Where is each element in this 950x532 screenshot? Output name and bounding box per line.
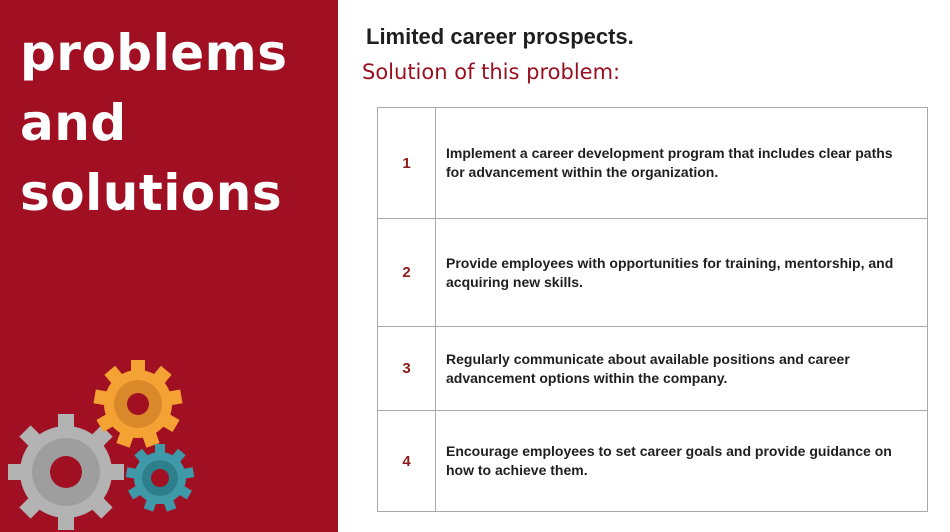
panel-title — [20, 18, 330, 228]
gears-illustration — [0, 340, 338, 532]
problem-heading: Limited career prospects. — [366, 24, 634, 49]
table-row — [378, 108, 928, 219]
solution-number: 1 — [378, 108, 436, 219]
solution-text: Implement a career development program that includes clear paths for advancement within the organization. — [436, 108, 928, 219]
table-row — [378, 411, 928, 512]
table-row — [378, 219, 928, 327]
table-row — [378, 327, 928, 411]
title-line-problems: problems — [20, 24, 288, 82]
teal-gear-icon — [126, 444, 195, 512]
title-line-solutions: solutions — [20, 164, 283, 222]
gray-gear-icon — [8, 414, 124, 530]
solution-number: 4 — [378, 411, 436, 512]
title-line-and: and — [20, 94, 127, 152]
solution-subheading: Solution of this problem: — [362, 60, 621, 84]
solutions-table — [377, 107, 928, 512]
solution-number: 2 — [378, 219, 436, 327]
solution-number: 3 — [378, 327, 436, 411]
solution-text: Regularly communicate about available positions and career advancement options within the company. — [436, 327, 928, 411]
solution-text: Encourage employees to set career goals and provide guidance on how to achieve them. — [436, 411, 928, 512]
solution-text: Provide employees with opportunities for training, mentorship, and acquiring new skills. — [436, 219, 928, 327]
left-panel — [0, 0, 338, 532]
